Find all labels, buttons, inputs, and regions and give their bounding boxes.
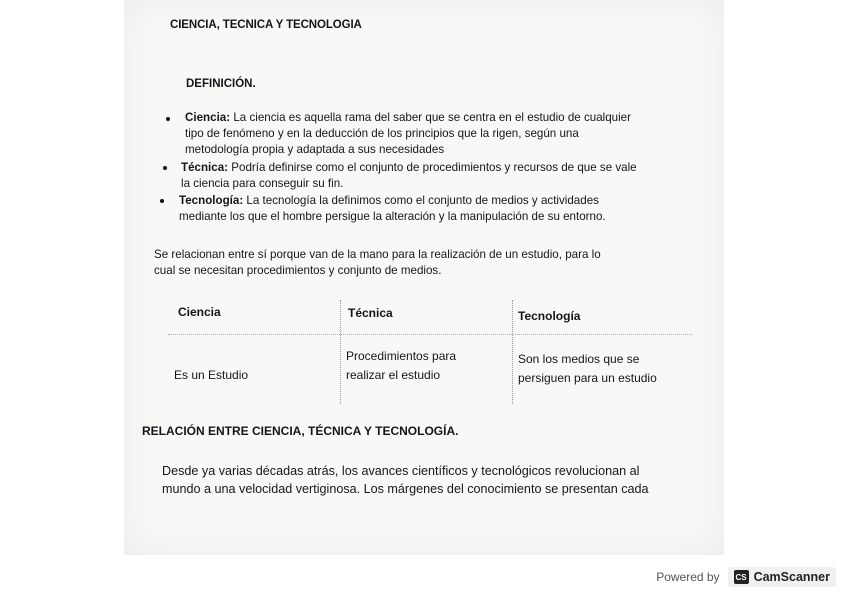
tecnica-value-line-2: realizar el estudio bbox=[346, 368, 441, 382]
table-divider bbox=[340, 300, 341, 404]
section-heading: RELACIÓN ENTRE CIENCIA, TÉCNICA Y TECNOLOGÍA. bbox=[142, 424, 459, 438]
relation-line-1: Se relacionan entre sí porque van de la mano para la realización de un estudio, para lo bbox=[154, 248, 601, 261]
relation-paragraph bbox=[154, 247, 654, 279]
table-cell-ciencia: Es un Estudio bbox=[174, 368, 249, 382]
table-cell-tecnologia bbox=[518, 350, 657, 388]
tecnica-line-2: la ciencia para conseguir su fin. bbox=[181, 177, 344, 190]
document-title: CIENCIA, TECNICA Y TECNOLOGIA bbox=[170, 19, 362, 31]
ciencia-line-1: La ciencia es aquella rama del saber que se centra en el estudio de cualquier bbox=[230, 111, 631, 124]
ciencia-line-2: tipo de fenómeno y en la deducción de los principios que la rigen, según una bbox=[185, 127, 579, 140]
bullet-dot bbox=[166, 117, 170, 121]
bullet-tecnologia bbox=[179, 193, 669, 225]
term-ciencia: Ciencia: bbox=[185, 111, 231, 124]
tecnologia-value-line-1: Son los medios que se bbox=[518, 352, 640, 366]
camscanner-name: CamScanner bbox=[753, 570, 830, 584]
section-line-1: Desde ya varias décadas atrás, los avances científicos y tecnológicos revolucionan al bbox=[162, 464, 640, 478]
table-row-divider bbox=[168, 334, 692, 335]
powered-by-label: Powered by bbox=[656, 570, 720, 584]
table-header-ciencia: Ciencia bbox=[178, 305, 221, 319]
table-header-tecnica: Técnica bbox=[348, 306, 393, 320]
camscanner-watermark bbox=[656, 565, 836, 589]
definition-heading: DEFINICIÓN. bbox=[186, 78, 256, 90]
bullet-tecnica bbox=[181, 160, 669, 192]
term-tecnica: Técnica: bbox=[181, 161, 229, 174]
tecnica-value-line-1: Procedimientos para bbox=[346, 349, 457, 363]
comparison-table bbox=[168, 300, 692, 404]
term-tecnologia: Tecnología: bbox=[179, 194, 244, 207]
tecnica-line-1: Podría definirse como el conjunto de procedimientos y recursos de que se vale bbox=[228, 161, 637, 174]
table-header-tecnologia: Tecnología bbox=[518, 309, 581, 323]
tecnologia-line-2: mediante los que el hombre persigue la alteración y la manipulación de su entorno. bbox=[179, 210, 606, 223]
section-line-2: mundo a una velocidad vertiginosa. Los márgenes del conocimiento se presentan cada bbox=[162, 482, 649, 496]
tecnologia-value-line-2: persiguen para un estudio bbox=[518, 371, 657, 385]
ciencia-line-3: metodología propia y adaptada a sus necesidades bbox=[185, 143, 445, 156]
section-paragraph bbox=[162, 462, 649, 498]
bullet-ciencia bbox=[185, 110, 667, 158]
table-divider bbox=[512, 300, 513, 404]
bullet-dot bbox=[163, 166, 167, 170]
camscanner-logo bbox=[728, 567, 836, 587]
table-cell-tecnica bbox=[346, 347, 456, 385]
camscanner-icon: CS bbox=[734, 570, 749, 584]
tecnologia-line-1: La tecnología la definimos como el conjunto de medios y actividades bbox=[243, 194, 599, 207]
relation-line-2: cual se necesitan procedimientos y conjunto de medios. bbox=[154, 264, 442, 277]
bullet-dot bbox=[160, 199, 164, 203]
